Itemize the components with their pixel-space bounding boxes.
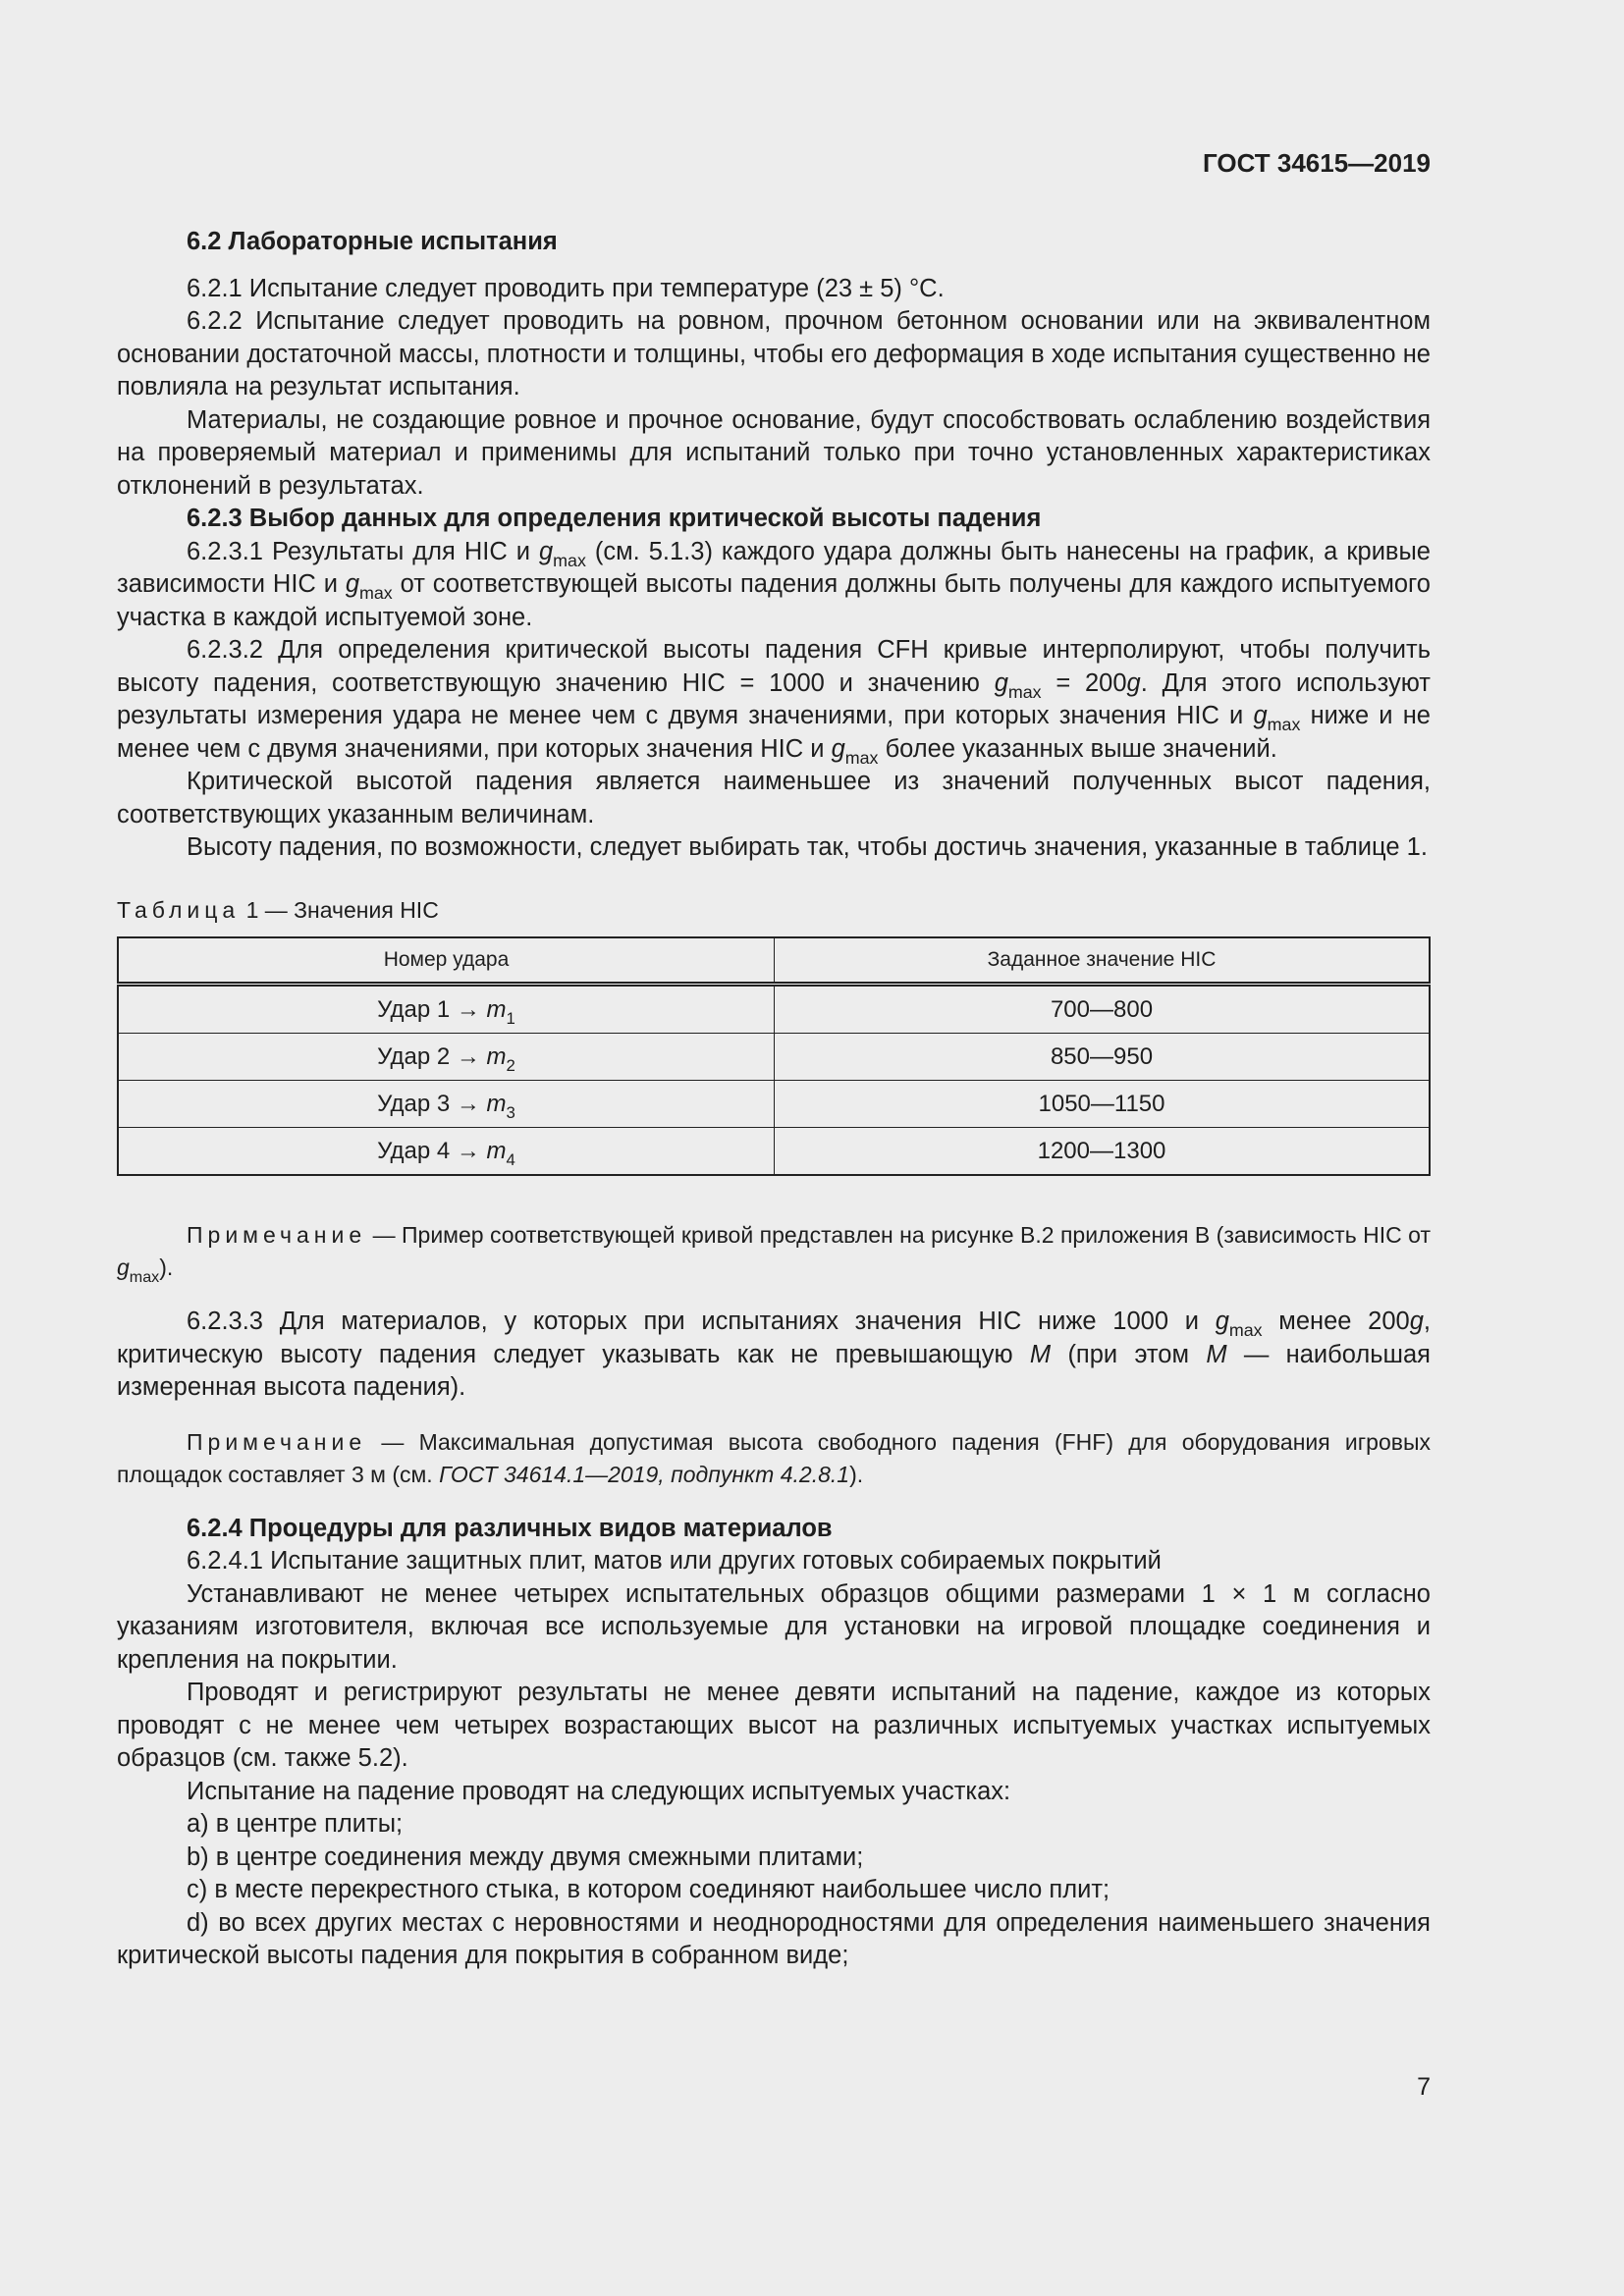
hic-value-cell: 850—950 [775, 1034, 1431, 1081]
paragraph-samples: Устанавливают не менее четырех испытательных образцов общими размерами 1 × 1 м согласно указаниям изготовителя, включая все используемые для установки на игровой площадке соединения и крепления на покрытии. [117, 1579, 1431, 1674]
list-item: a) в центре плиты; [187, 1810, 404, 1838]
note-fhf: Примечание — Максимальная допустимая высота свободного падения (FHF) для оборудования игровых площадок составляет 3 м (см. ГОСТ 34614.1—2019, подпункт 4.2.8.1). [117, 1428, 1431, 1487]
hic-value-cell: 1050—1150 [775, 1081, 1431, 1128]
hic-value-cell: 700—800 [775, 985, 1431, 1034]
note-figure-b2: Примечание — Пример соответствующей кривой представлен на рисунке B.2 приложения B (зависимость HIC от $g_{max}$). [117, 1222, 1431, 1286]
paragraph-6-2-3-2: 6.2.3.2 Для определения критической высоты падения CFH кривые интерполируют, чтобы получить высоту падения, соответствующую значению HIC = 1000 и значению $g_{max} = 200g$. Для этого используют результаты измерения удара не менее чем с двумя значениями, при которых значения HIC и $g_{max}$ ниже и не менее чем с двумя значениями, при которых значения HIC и $g_{max}$ более указанных выше значений. [117, 636, 1431, 768]
section-heading-6-2-4: 6.2.4 Процедуры для различных видов материалов [187, 1514, 833, 1542]
standard-number: ГОСТ 34615—2019 [1203, 148, 1431, 178]
paragraph-6-2-4-1: 6.2.4.1 Испытание защитных плит, матов или других готовых собираемых покрытий [187, 1547, 1162, 1575]
hic-value-cell: 1200—1300 [775, 1128, 1431, 1176]
paragraph-critical-height: Критической высотой падения является наименьшее из значений полученных высот падения, соответствующих указанным величинам. [117, 768, 1431, 828]
paragraph-test-areas: Испытание на падение проводят на следующих испытуемых участках: [187, 1777, 1011, 1805]
paragraph-drop-tests: Проводят и регистрируют результаты не менее девяти испытаний на падение, каждое из которых проводят с не менее чем четырех возрастающих высот на различных испытуемых участках испытуемых образцов (см. также 5.2). [117, 1679, 1431, 1772]
section-heading-6-2-3: 6.2.3 Выбор данных для определения критической высоты падения [187, 505, 1042, 532]
impact-cell: Удар $3 \to m_3$ [118, 1081, 775, 1128]
hic-values-table [117, 936, 1431, 1176]
paragraph-6-2-2-cont: Материалы, не создающие ровное и прочное основание, будут способствовать ослаблению воздействия на проверяемый материал и применимы для испытаний только при точно установленных характеристиках отклонений в результатах. [117, 405, 1431, 500]
page-content [117, 226, 1431, 1973]
section-heading-6-2: 6.2 Лабораторные испытания [187, 228, 558, 255]
table-row [118, 1034, 1430, 1081]
list-item: d) во всех других местах с неровностями и неоднородностями для определения наименьшего значения критической высоты падения для покрытия в собранном виде; [117, 1908, 1431, 1969]
column-header-impact: Номер удара [118, 937, 775, 985]
list-item: b) в центре соединения между двумя смежными плитами; [187, 1842, 864, 1871]
column-header-hic: Заданное значение HIC [775, 937, 1431, 985]
list-item: c) в месте перекрестного стыка, в котором соединяют наибольшее число плит; [187, 1876, 1110, 1903]
paragraph-drop-height: Высоту падения, по возможности, следует выбирать так, чтобы достичь значения, указанные в таблице 1. [187, 833, 1428, 861]
paragraph-6-2-3-3: 6.2.3.3 Для материалов, у которых при испытаниях значения HIC ниже 1000 и $g_{max}$ менее 200g, критическую высоту падения следует указывать как не превышающую M (при этом M — наибольшая измеренная высота падения). [117, 1308, 1431, 1401]
table-row [118, 1081, 1430, 1128]
table-row [118, 985, 1430, 1034]
paragraph-6-2-3-1: 6.2.3.1 Результаты для HIC и $g_{max}$ (см. 5.1.3) каждого удара должны быть нанесены на график, а кривые зависимости HIC и $g_{max}$ от соответствующей высоты падения должны быть получены для каждого испытуемого участка в каждой испытуемой зоне. [117, 537, 1431, 631]
paragraph-6-2-2: 6.2.2 Испытание следует проводить на ровном, прочном бетонном основании или на эквивалентном основании достаточной массы, плотности и толщины, чтобы его деформация в ходе испытания существенно не повлияла на результат испытания. [117, 307, 1431, 400]
table-caption: Таблица 1 — Значения HIC [117, 896, 439, 923]
page-number: 7 [1417, 2073, 1431, 2101]
paragraph-6-2-1: 6.2.1 Испытание следует проводить при температуре (23 ± 5) °С. [187, 274, 945, 302]
table-header-row [118, 937, 1430, 985]
table-row [118, 1128, 1430, 1176]
impact-cell: Удар $1 \to m_1$ [118, 985, 775, 1034]
impact-cell: Удар $2 \to m_2$ [118, 1034, 775, 1081]
impact-cell: Удар $4 \to m_4$ [118, 1128, 775, 1176]
